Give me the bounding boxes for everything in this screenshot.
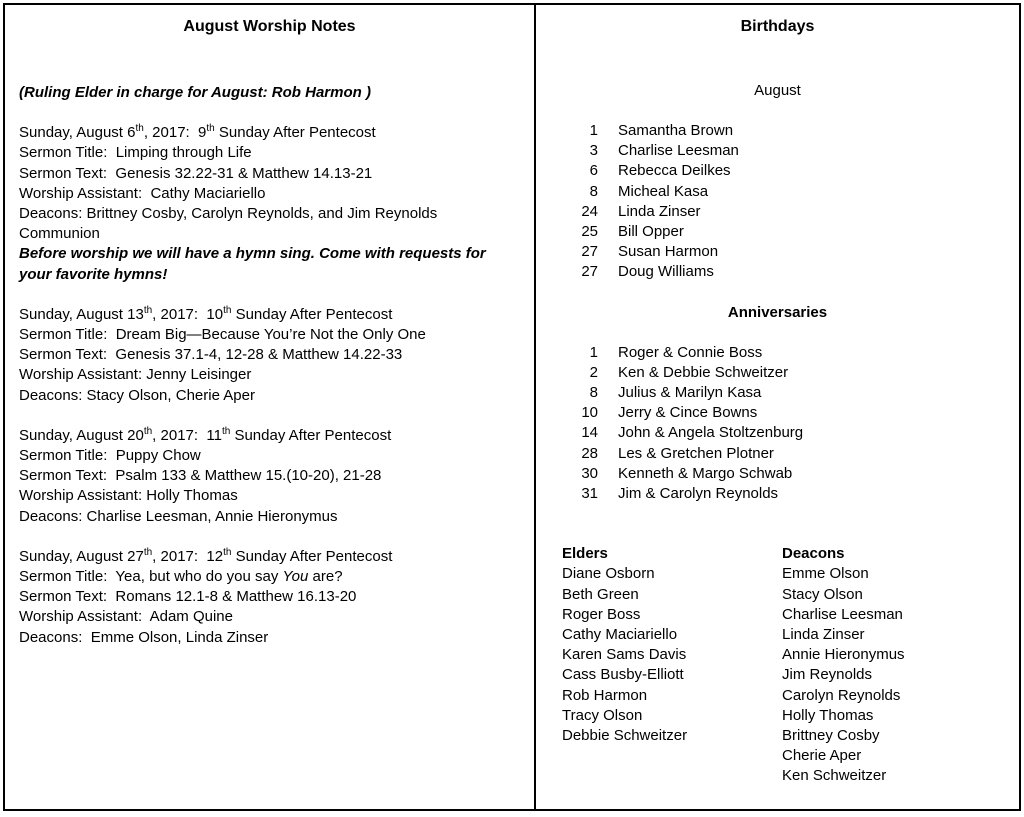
anniversary-row — [576, 403, 1019, 423]
birthdays-title: Birthdays — [740, 18, 815, 35]
service-note: Before worship we will have a hymn sing. Come with requests for your favorite hymns! — [19, 245, 490, 283]
roster-name: Beth Green — [562, 585, 639, 603]
service-block — [19, 547, 520, 648]
person-name: Susan Harmon — [618, 243, 719, 261]
date-number: 6 — [589, 162, 598, 180]
person-name: Charlise Leesman — [618, 142, 739, 160]
date-number: 1 — [589, 343, 598, 361]
roster-name: Emme Olson — [782, 565, 869, 583]
date-number: 14 — [581, 424, 598, 442]
roster-name: Cathy Maciariello — [562, 626, 678, 644]
roster-name: Debbie Schweitzer — [562, 727, 688, 745]
service-block — [19, 305, 520, 406]
service-detail-line: Worship Assistant: Holly Thomas — [19, 487, 238, 505]
person-name: Jim & Carolyn Reynolds — [618, 485, 779, 503]
service-detail-line: Worship Assistant: Cathy Maciariello — [19, 184, 266, 202]
date-number: 27 — [581, 263, 598, 281]
service-detail-line: Sermon Title: Yea, but who do you say You are? — [19, 568, 343, 586]
person-name: Julius & Marilyn Kasa — [618, 384, 762, 402]
service-detail-line: Sermon Text: Psalm 133 & Matthew 15.(10-20), 21-28 — [19, 467, 382, 485]
service-detail-line: Sermon Title: Puppy Chow — [19, 447, 201, 465]
date-number: 3 — [589, 142, 598, 160]
birthday-row — [576, 182, 1019, 202]
service-detail-line: Sermon Title: Limping through Life — [19, 144, 252, 162]
date-number: 10 — [581, 404, 598, 422]
person-name: Jerry & Cince Bowns — [618, 404, 758, 422]
service-detail-line: Deacons: Brittney Cosby, Carolyn Reynolds, and Jim Reynolds — [19, 205, 438, 223]
anniversary-row — [576, 444, 1019, 464]
services-list — [19, 123, 520, 648]
service-date-heading: Sunday, August 13th, 2017: 10th Sunday After Pentecost — [19, 304, 393, 323]
birthday-row — [576, 262, 1019, 282]
roster-name: Holly Thomas — [782, 706, 874, 724]
anniversary-row — [576, 383, 1019, 403]
anniversary-row — [576, 423, 1019, 443]
birthday-row — [576, 202, 1019, 222]
anniversaries-heading: Anniversaries — [727, 303, 828, 321]
birthday-row — [576, 222, 1019, 242]
roster-name: Jim Reynolds — [782, 666, 873, 684]
person-name: Rebecca Deilkes — [618, 162, 731, 180]
roster-name: Annie Hieronymus — [782, 646, 905, 664]
person-name: John & Angela Stoltzenburg — [618, 424, 804, 442]
service-detail-line: Sermon Text: Genesis 37.1-4, 12-28 & Matthew 14.22-33 — [19, 346, 403, 364]
person-name: Doug Williams — [618, 263, 714, 281]
roster-name: Charlise Leesman — [782, 605, 903, 623]
worship-notes-title: August Worship Notes — [183, 18, 356, 35]
worship-notes-panel — [3, 3, 536, 811]
service-detail-line: Deacons: Stacy Olson, Cherie Aper — [19, 386, 255, 404]
birthday-row — [576, 242, 1019, 262]
date-number: 28 — [581, 444, 598, 462]
roster-name: Brittney Cosby — [782, 727, 880, 745]
person-name: Micheal Kasa — [618, 182, 709, 200]
roster-heading: Deacons — [782, 545, 845, 563]
person-name: Roger & Connie Boss — [618, 343, 763, 361]
roster-column-elders — [562, 544, 782, 786]
roster-name: Carolyn Reynolds — [782, 686, 901, 704]
birthday-row — [576, 161, 1019, 181]
roster-name: Stacy Olson — [782, 585, 863, 603]
date-number: 8 — [589, 384, 598, 402]
anniversary-list — [576, 343, 1019, 505]
date-number: 1 — [589, 122, 598, 139]
person-name: Bill Opper — [618, 223, 684, 241]
service-date-heading: Sunday, August 27th, 2017: 12th Sunday After Pentecost — [19, 546, 393, 565]
date-number: 27 — [581, 243, 598, 261]
service-date-heading: Sunday, August 20th, 2017: 11th Sunday After Pentecost — [19, 425, 392, 444]
service-detail-line: Sermon Text: Romans 12.1-8 & Matthew 16.13-20 — [19, 588, 357, 606]
roster-column-deacons — [782, 544, 905, 786]
roster-name: Diane Osborn — [562, 565, 655, 583]
date-number: 2 — [589, 363, 598, 381]
roster-heading: Elders — [562, 545, 608, 563]
service-detail-line: Worship Assistant: Jenny Leisinger — [19, 366, 252, 384]
service-detail-line: Worship Assistant: Adam Quine — [19, 608, 233, 626]
birthday-month-heading: August — [754, 82, 801, 99]
roster-name: Cass Busby-Elliott — [562, 666, 684, 684]
service-detail-line: Deacons: Emme Olson, Linda Zinser — [19, 628, 269, 646]
date-number: 31 — [581, 485, 598, 503]
roster-name: Ken Schweitzer — [782, 767, 887, 785]
birthday-list — [576, 121, 1019, 283]
person-name: Ken & Debbie Schweitzer — [618, 363, 789, 381]
roster-name: Tracy Olson — [562, 706, 643, 724]
roster-name: Karen Sams Davis — [562, 646, 687, 664]
anniversary-row — [576, 363, 1019, 383]
date-number: 24 — [581, 202, 598, 220]
ruling-elder-note: (Ruling Elder in charge for August: Rob Harmon ) — [19, 84, 371, 101]
service-date-heading: Sunday, August 6th, 2017: 9th Sunday After Pentecost — [19, 123, 376, 142]
date-number: 30 — [581, 464, 598, 482]
roster-name: Linda Zinser — [782, 626, 865, 644]
roster-name: Roger Boss — [562, 605, 641, 623]
roster-name: Rob Harmon — [562, 686, 648, 704]
person-name: Les & Gretchen Plotner — [618, 444, 774, 462]
service-detail-line: Sermon Title: Dream Big—Because You’re Not the Only One — [19, 326, 426, 344]
person-name: Linda Zinser — [618, 202, 701, 220]
anniversary-row — [576, 464, 1019, 484]
date-number: 25 — [581, 223, 598, 241]
birthday-row — [576, 141, 1019, 161]
person-name: Kenneth & Margo Schwab — [618, 464, 793, 482]
service-block — [19, 426, 520, 527]
anniversary-row — [576, 343, 1019, 363]
birthday-row — [576, 121, 1019, 141]
date-number: 8 — [589, 182, 598, 200]
roster-section — [562, 544, 1019, 786]
birthdays-panel — [536, 3, 1021, 811]
service-block — [19, 123, 520, 285]
anniversary-row — [576, 484, 1019, 504]
person-name: Samantha Brown — [618, 122, 734, 139]
service-detail-line: Deacons: Charlise Leesman, Annie Hieronymus — [19, 507, 338, 525]
bulletin-page — [3, 3, 1021, 811]
service-detail-line: Sermon Text: Genesis 32.22-31 & Matthew 14.13-21 — [19, 164, 373, 182]
service-detail-line: Communion — [19, 225, 100, 243]
roster-name: Cherie Aper — [782, 747, 862, 765]
